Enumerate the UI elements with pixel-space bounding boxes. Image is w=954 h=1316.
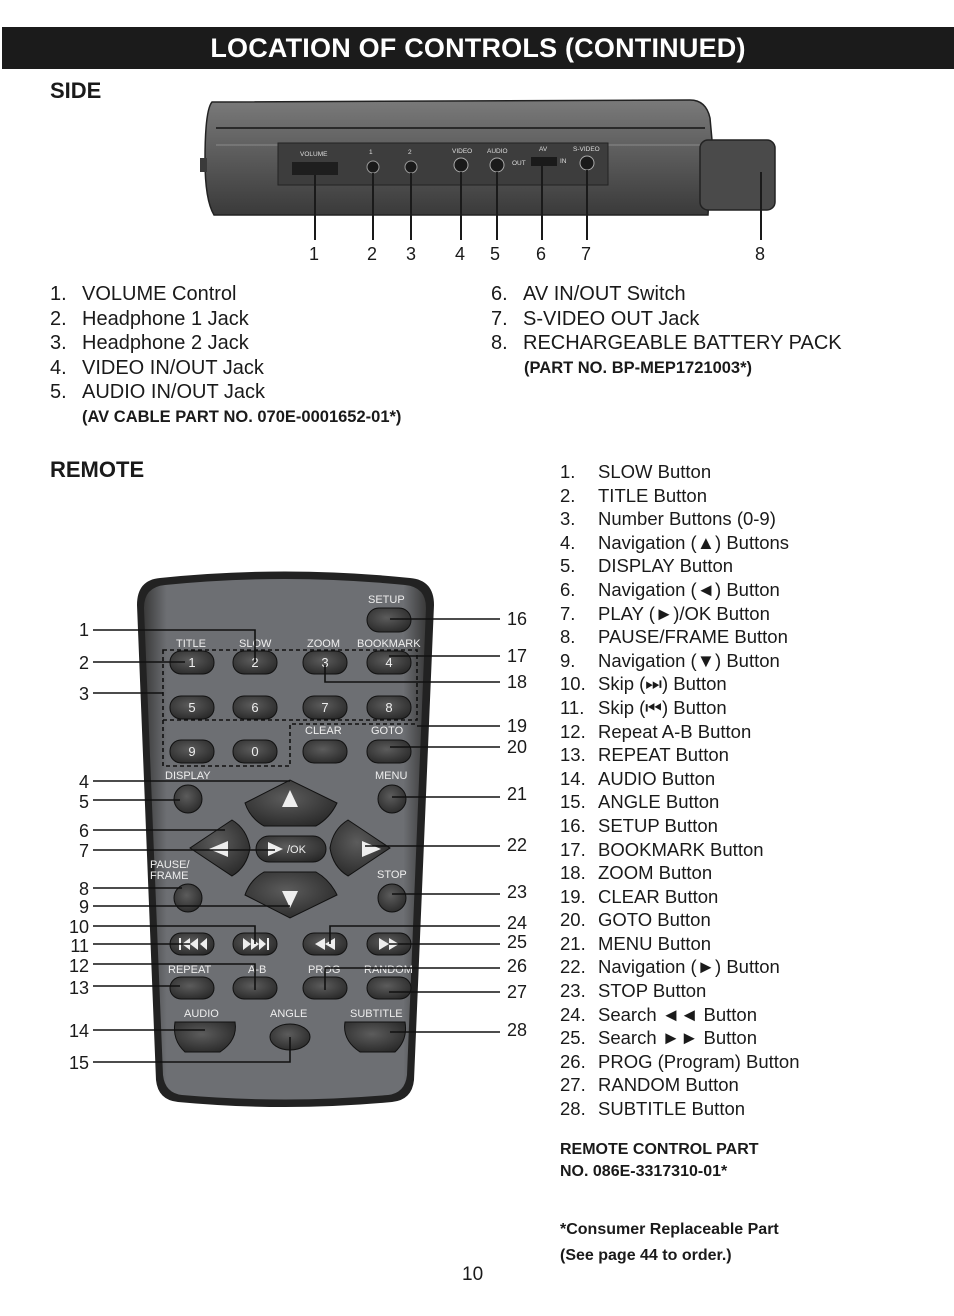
remote-callout-27: 27 <box>507 982 528 1002</box>
side-callout-1: 1 <box>309 244 320 264</box>
jack1-panel-label: 1 <box>369 149 373 156</box>
remote-callout-9: 9 <box>78 897 89 917</box>
remote-callout-21: 21 <box>507 784 528 804</box>
digit-3-text: 3 <box>321 655 329 670</box>
list-item: 3. Headphone 2 Jack <box>50 332 249 355</box>
remote-callout-26: 26 <box>507 956 528 976</box>
digit-6-text: 6 <box>251 700 259 715</box>
headphone-2-jack <box>405 161 417 173</box>
remote-callout-28: 28 <box>507 1020 528 1040</box>
list-item: 6. Navigation (◄) Button <box>560 578 780 600</box>
list-item: 11. Skip (⏮) Button <box>560 696 727 718</box>
video-jack <box>454 158 468 172</box>
remote-callout-25: 25 <box>507 932 528 952</box>
list-item: 5. AUDIO IN/OUT Jack <box>50 381 265 404</box>
random-button[interactable] <box>367 977 411 999</box>
list-item: 1. VOLUME Control <box>50 283 237 305</box>
remote-callout-23: 23 <box>507 882 528 902</box>
display-button[interactable] <box>174 785 202 813</box>
remote-callout-3: 3 <box>78 684 89 704</box>
stop-label: STOP <box>377 869 407 881</box>
list-item: 15. ANGLE Button <box>560 791 720 813</box>
list-item: 28. SUBTITLE Button <box>560 1098 746 1120</box>
title-label: TITLE <box>176 638 206 650</box>
side-callout-6: 6 <box>536 244 547 264</box>
out-panel-label: OUT <box>512 160 526 167</box>
list-item: 26. PROG (Program) Button <box>560 1050 800 1072</box>
list-item: 9. Navigation (▼) Button <box>560 649 780 671</box>
repeat-label: REPEAT <box>168 964 212 976</box>
list-item: 14. AUDIO Button <box>560 767 716 789</box>
remote-control-diagram <box>69 572 527 1108</box>
clear-label: CLEAR <box>305 725 342 737</box>
remote-callout-8: 8 <box>78 879 89 899</box>
remote-callout-19: 19 <box>507 716 528 736</box>
remote-items <box>560 460 940 1121</box>
list-item: 25. Search ►► Button <box>560 1027 758 1049</box>
list-item: 4. Navigation (▲) Buttons <box>560 531 790 553</box>
digit-2-text: 2 <box>251 655 259 670</box>
goto-button[interactable] <box>367 740 411 763</box>
av-switch <box>531 157 557 166</box>
list-item: 22. Navigation (►) Button <box>560 956 780 978</box>
list-item: 8. RECHARGEABLE BATTERY PACK <box>491 332 842 355</box>
random-label: RANDOM <box>364 964 413 976</box>
remote-callout-13: 13 <box>68 978 89 998</box>
digit-1-text: 1 <box>188 655 196 670</box>
list-item: 4. VIDEO IN/OUT Jack <box>50 356 264 379</box>
remote-callout-5: 5 <box>78 792 89 812</box>
list-item: 2. TITLE Button <box>560 484 707 506</box>
list-item: 7. PLAY (►)/OK Button <box>560 602 770 624</box>
digit-5-text: 5 <box>188 700 196 715</box>
setup-button[interactable] <box>367 608 411 632</box>
list-item: 2. Headphone 1 Jack <box>50 307 249 330</box>
battery-part-number: (PART NO. BP-MEP1721003*) <box>524 359 753 377</box>
remote-callout-2: 2 <box>78 653 89 673</box>
angle-label: ANGLE <box>270 1008 308 1020</box>
s-video-jack <box>580 156 594 170</box>
repeat-button[interactable] <box>170 977 214 999</box>
list-item: 12. Repeat A-B Button <box>560 720 752 742</box>
list-item: 7. S-VIDEO OUT Jack <box>491 307 700 330</box>
av-cable-part-number: (AV CABLE PART NO. 070E-0001652-01*) <box>82 408 402 426</box>
side-callout-3: 3 <box>406 244 417 264</box>
audio-panel-label: AUDIO <box>487 148 508 155</box>
battery-pack <box>700 140 775 210</box>
frame-label: FRAME <box>150 870 189 882</box>
list-item: 8. PAUSE/FRAME Button <box>560 626 788 648</box>
remote-callout-16: 16 <box>507 609 528 629</box>
consumer-part-note: *Consumer Replaceable Part (See page 44 to order.) <box>560 1221 779 1264</box>
list-item: 10. Skip (⏭) Button <box>560 673 727 695</box>
prog-label: PROG <box>308 964 341 976</box>
subtitle-label: SUBTITLE <box>350 1008 403 1020</box>
list-item: 23. STOP Button <box>560 980 707 1002</box>
remote-callout-24: 24 <box>507 913 528 933</box>
zoom-label: ZOOM <box>307 638 340 650</box>
list-item: 24. Search ◄◄ Button <box>560 1003 758 1025</box>
digit-0-text: 0 <box>251 744 259 759</box>
list-item: 27. RANDOM Button <box>560 1074 739 1096</box>
list-item: 18. ZOOM Button <box>560 862 713 884</box>
remote-callout-14: 14 <box>68 1021 89 1041</box>
remote-callout-20: 20 <box>507 737 528 757</box>
side-callout-8: 8 <box>755 244 766 264</box>
digit-7-text: 7 <box>321 700 329 715</box>
digit-4-text: 4 <box>385 655 393 670</box>
side-items-left <box>50 282 470 405</box>
remote-callout-22: 22 <box>507 835 528 855</box>
remote-callout-4: 4 <box>78 772 89 792</box>
side-items-right <box>491 282 931 356</box>
audio-button[interactable] <box>174 1022 235 1052</box>
list-item: 19. CLEAR Button <box>560 885 719 907</box>
list-item: 3. Number Buttons (0-9) <box>560 508 776 530</box>
pause-label: PAUSE/ <box>150 859 190 871</box>
side-heading: SIDE <box>50 78 102 103</box>
in-panel-label: IN <box>560 158 567 165</box>
remote-callout-12: 12 <box>68 956 89 976</box>
side-callout-4: 4 <box>455 244 466 264</box>
volume-control <box>292 162 338 175</box>
list-item: 1. SLOW Button <box>560 461 712 482</box>
list-item: 20. GOTO Button <box>560 909 711 931</box>
list-item: 6. AV IN/OUT Switch <box>491 283 686 305</box>
page-number: 10 <box>462 1264 484 1285</box>
side-callout-7: 7 <box>581 244 592 264</box>
dvd-player-side-view <box>200 100 775 264</box>
remote-callout-10: 10 <box>68 917 89 937</box>
audio-jack <box>490 158 504 172</box>
jack2-panel-label: 2 <box>408 149 412 156</box>
av-panel-label: AV <box>539 146 548 153</box>
subtitle-button[interactable] <box>345 1022 406 1052</box>
remote-callout-11: 11 <box>70 936 89 956</box>
remote-heading: REMOTE <box>50 457 145 482</box>
headphone-1-jack <box>367 161 379 173</box>
video-panel-label: VIDEO <box>452 148 473 155</box>
bookmark-label: BOOKMARK <box>357 638 421 650</box>
ok-label: /OK <box>287 844 306 856</box>
remote-part-number: REMOTE CONTROL PART NO. 086E-3317310-01* <box>560 1141 759 1180</box>
remote-callout-17: 17 <box>507 646 528 666</box>
remote-callout-18: 18 <box>507 672 528 692</box>
side-callout-2: 2 <box>367 244 378 264</box>
display-label: DISPLAY <box>165 770 211 782</box>
volume-panel-label: VOLUME <box>300 151 328 158</box>
list-item: 5. DISPLAY Button <box>560 555 734 577</box>
page-title: LOCATION OF CONTROLS (CONTINUED) <box>210 32 746 63</box>
digit-9-text: 9 <box>188 744 196 759</box>
menu-label: MENU <box>375 770 408 782</box>
menu-button[interactable] <box>378 785 406 813</box>
stop-button[interactable] <box>378 884 406 912</box>
ab-label: A-B <box>248 964 267 976</box>
list-item: 13. REPEAT Button <box>560 744 729 766</box>
audio-label: AUDIO <box>184 1008 219 1020</box>
remote-callout-1: 1 <box>78 620 89 640</box>
digit-8-text: 8 <box>385 700 393 715</box>
goto-label: GOTO <box>371 725 404 737</box>
remote-callout-15: 15 <box>68 1053 89 1073</box>
setup-label: SETUP <box>368 594 405 606</box>
side-callout-5: 5 <box>490 244 501 264</box>
clear-button[interactable] <box>303 740 347 763</box>
list-item: 21. MENU Button <box>560 932 712 954</box>
s-video-panel-label: S-VIDEO <box>573 146 600 153</box>
remote-callout-6: 6 <box>78 821 89 841</box>
list-item: 17. BOOKMARK Button <box>560 838 764 860</box>
slow-label: SLOW <box>239 638 272 650</box>
list-item: 16. SETUP Button <box>560 814 718 836</box>
remote-callout-7: 7 <box>78 841 89 861</box>
